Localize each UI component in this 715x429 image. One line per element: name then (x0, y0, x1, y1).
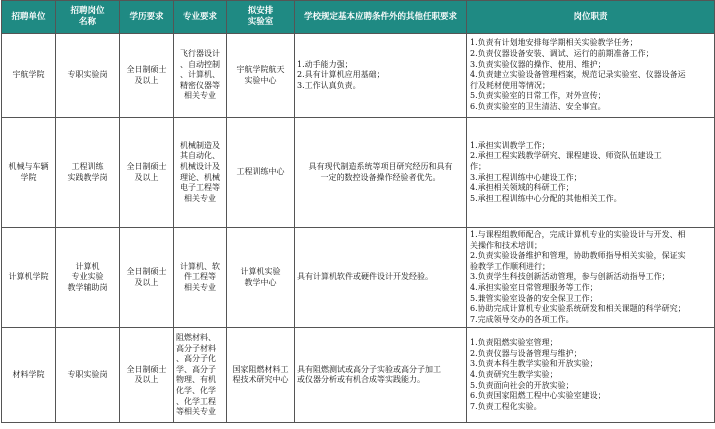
header-unit: 招聘单位 (2, 1, 56, 34)
header-lab: 拟安排 实验室 (227, 1, 295, 34)
header-education: 学历要求 (120, 1, 174, 34)
header-row (2, 1, 715, 34)
cell-other-requirements: 具有阻燃测试或高分子实验或高分子加工 或仪器分析或有机合成等实践能力。 (295, 328, 467, 423)
table-row (2, 118, 715, 228)
cell-major: 阻燃材料、 高分子材料 、高分子化 学、高分子 物理、有机 化学、化学 、化学工程 等相关专业 (174, 328, 227, 423)
header-position: 招聘岗位 名称 (56, 1, 120, 34)
cell-unit: 宇航学院 (2, 34, 56, 118)
recruitment-table (1, 0, 715, 423)
cell-major: 飞行器设计 、自动控制 、计算机、 精密仪器等 相关专业 (174, 34, 227, 118)
cell-unit: 材料学院 (2, 328, 56, 423)
cell-education: 全日制硕士 及以上 (120, 228, 174, 328)
cell-major: 计算机、软 件工程等 相关专业 (174, 228, 227, 328)
cell-education: 全日制硕士 及以上 (120, 118, 174, 228)
cell-position: 专职实验岗 (56, 328, 120, 423)
cell-other-requirements: 1.动手能力强； 2.具有计算机应用基础； 3.工作认真负责。 (295, 34, 467, 118)
cell-unit: 计算机学院 (2, 228, 56, 328)
cell-position: 工程训练 实践教学岗 (56, 118, 120, 228)
table-row (2, 328, 715, 423)
cell-major: 机械制造及 其自动化、 机械设计及 理论、机械 电子工程等 相关专业 (174, 118, 227, 228)
cell-lab: 宇航学院航天 实验中心 (227, 34, 295, 118)
header-other-requirements: 学校规定基本应聘条件外的其他任职要求 (295, 1, 467, 34)
header-major: 专业要求 (174, 1, 227, 34)
cell-position: 专职实验岗 (56, 34, 120, 118)
cell-lab: 工程训练中心 (227, 118, 295, 228)
cell-unit: 机械与车辆 学院 (2, 118, 56, 228)
cell-duties: 1.负责阻燃实验室管理； 2.负责仪器与设备管理与维护； 3.负责本科生教学实验和开放实验； 4.负责研究生教学实验； 5.负责面向社会的开放实验； 6.负责国家阻燃工程中心实验室建设； 7.负责工程化实验。 (467, 328, 715, 423)
table-row (2, 34, 715, 118)
header-duties: 岗位职责 (467, 1, 715, 34)
cell-position: 计算机 专业实验 教学辅助岗 (56, 228, 120, 328)
cell-duties: 1.负责有计划地安排每学期相关实验教学任务； 2.负责仪器设备安装、调试、运行的前期准备工作； 3.负责实验仪器的操作、使用、维护； 4.负责建立实验设备管理档案，规范记录实验室、仪器设备运 行及耗材使用等情况； 5.负责实验室的日常工作，对外宣传； 6.负责实验室的卫生清洁、安全事宜。 (467, 34, 715, 118)
table-row (2, 228, 715, 328)
cell-lab: 国家阻燃材料工 程技术研究中心 (227, 328, 295, 423)
cell-education: 全日制硕士 及以上 (120, 34, 174, 118)
cell-duties: 1.承担实训教学工作； 2.承担工程实践教学研究、课程建设、师资队伍建设工 作； 3.承担工程训练中心建设工作； 4.承担相关领域的科研工作； 5.承担工程训练中心分配的其他相关工作。 (467, 118, 715, 228)
cell-education: 全日制硕士 及以上 (120, 328, 174, 423)
cell-duties: 1.与课程组教师配合，完成计算机专业的实验设计与开发、相 关操作和技术培训； 2.负责实验设备维护和管理，协助教师指导相关实验，保证实 验教学工作顺利进行； 3.负责学生科技创新活动管理，参与创新活动指导工作； 4.承担实验室日常管理服务等工作； 5.兼管实验室设备的安全保卫工作； 6.协助完成计算机专业实验系统研发和相关课题的科学研究； 7.完成领导交办的各项工作。 (467, 228, 715, 328)
cell-lab: 计算机实验 教学中心 (227, 228, 295, 328)
cell-other-requirements: 具有计算机软件或硬件设计开发经验。 (295, 228, 467, 328)
cell-other-requirements: 具有现代制造系统等项目研究经历和具有 一定的数控设备操作经验者优先。 (295, 118, 467, 228)
